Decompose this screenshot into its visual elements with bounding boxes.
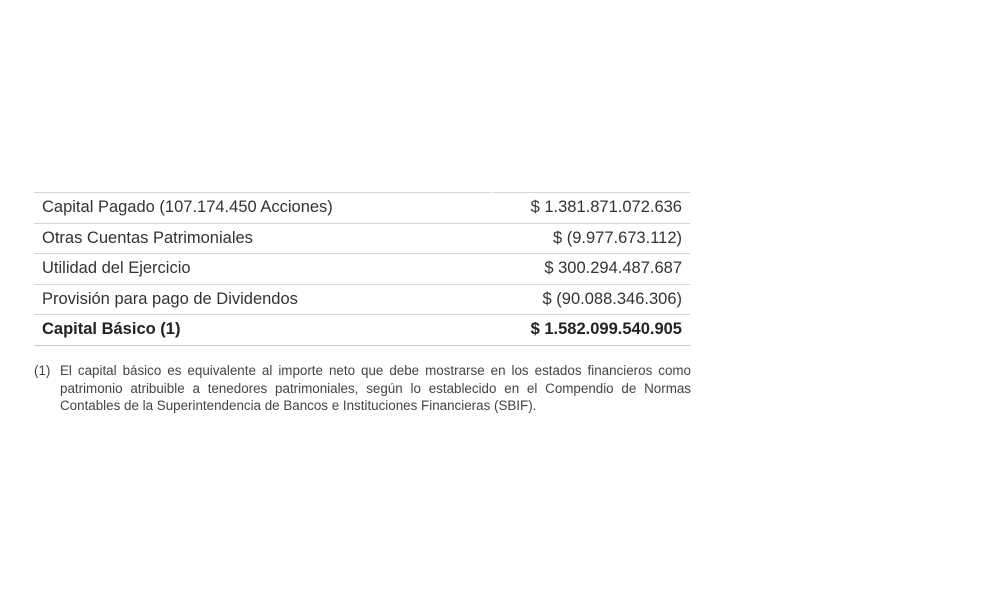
row-label: Capital Pagado (107.174.450 Acciones): [34, 193, 492, 224]
footnote-text: El capital básico es equivalente al importe neto que debe mostrarse en los estados financieros como patrimonio atribuible a tenedores patrimoniales, según lo establecido en el Compendio de Normas Contables de la Superintendencia de Bancos e Instituciones Financieras (SBIF).: [60, 363, 691, 413]
row-value: $ (90.088.346.306): [492, 284, 691, 315]
total-value: $ 1.582.099.540.905: [492, 315, 691, 346]
table-row: [34, 193, 690, 224]
footnote: [34, 362, 691, 415]
row-value: $ 1.381.871.072.636: [492, 193, 691, 224]
row-label: Utilidad del Ejercicio: [34, 254, 492, 285]
capital-table: [34, 192, 690, 346]
footnote-marker: (1): [34, 363, 51, 378]
row-label: Provisión para pago de Dividendos: [34, 284, 492, 315]
total-label: Capital Básico (1): [34, 315, 492, 346]
total-row: [34, 315, 690, 346]
table-row: [34, 284, 690, 315]
row-label: Otras Cuentas Patrimoniales: [34, 223, 492, 254]
table-row: [34, 254, 690, 285]
row-value: $ (9.977.673.112): [492, 223, 691, 254]
table-row: [34, 223, 690, 254]
row-value: $ 300.294.487.687: [492, 254, 691, 285]
